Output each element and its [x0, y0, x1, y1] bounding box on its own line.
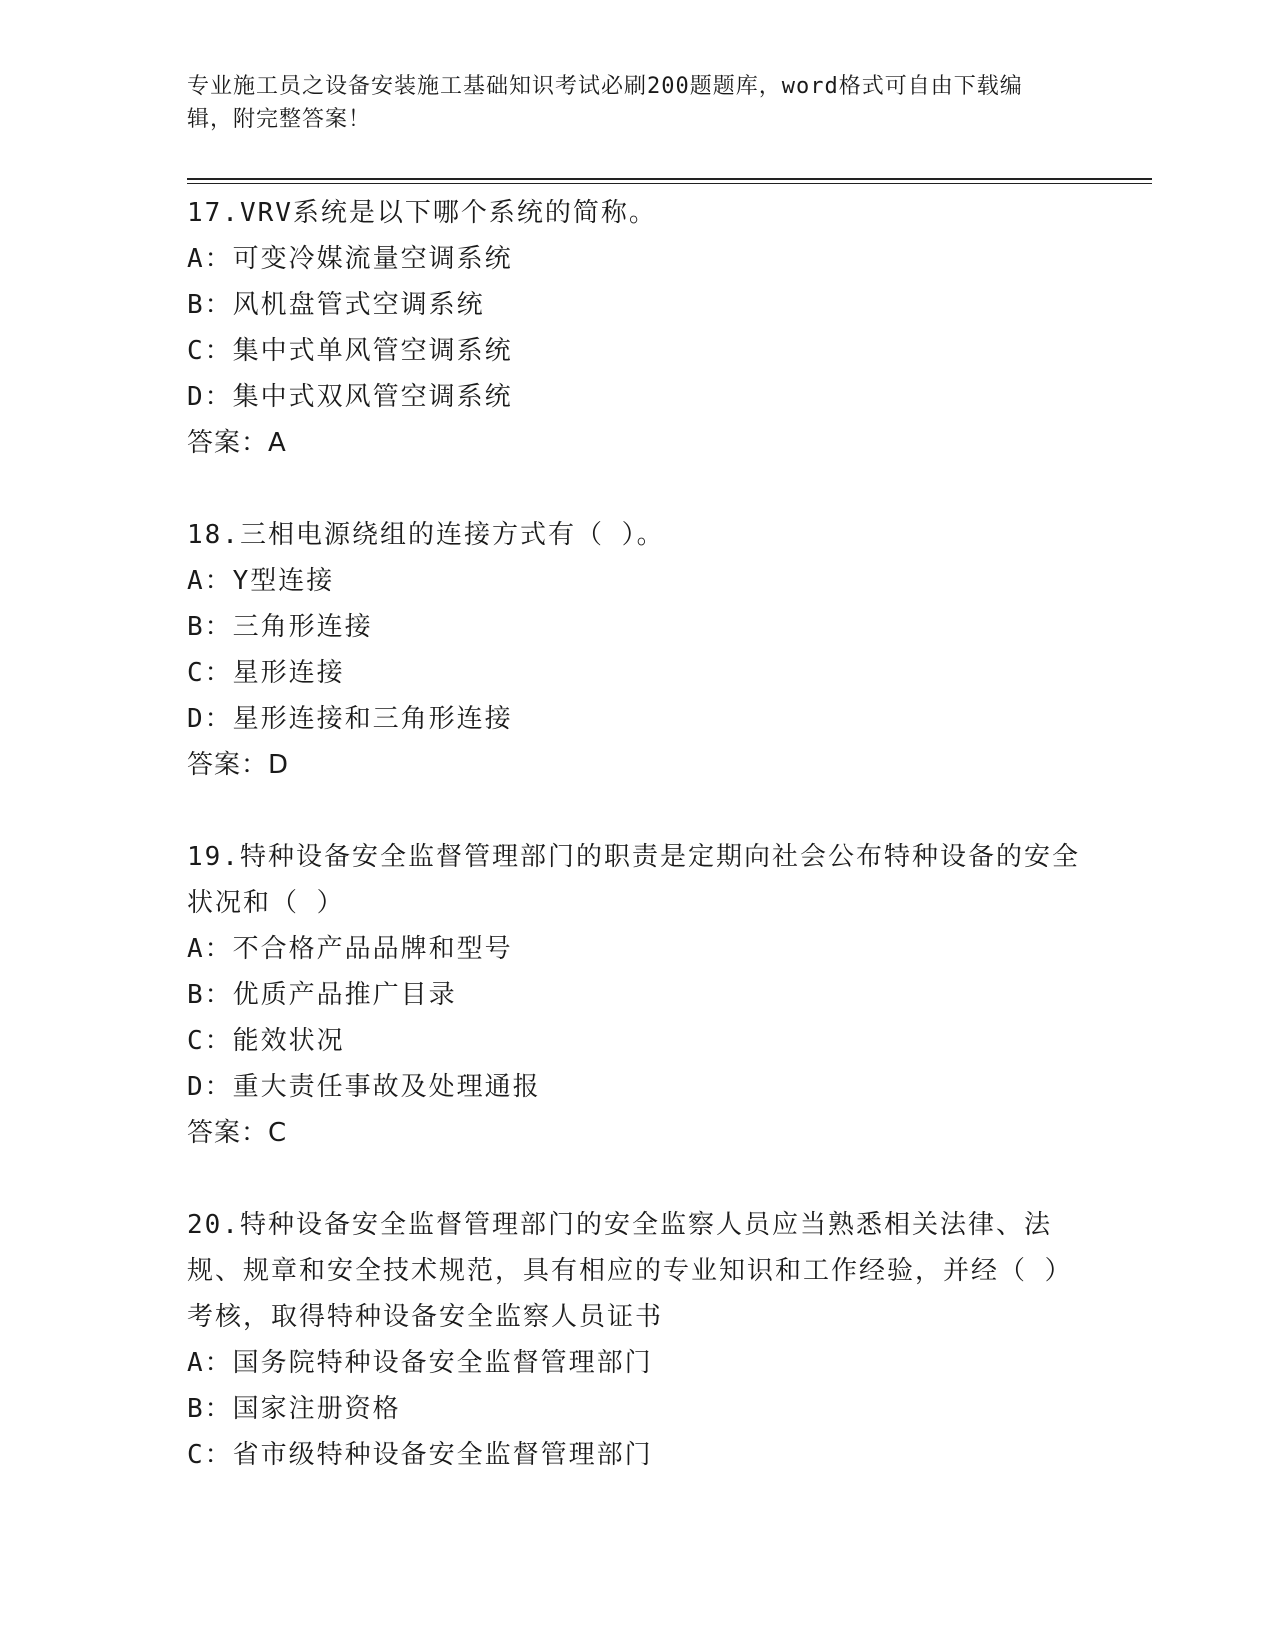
option-b: B：风机盘管式空调系统 — [187, 290, 485, 320]
option-d: D：集中式双风管空调系统 — [187, 382, 513, 412]
option-b: B：优质产品推广目录 — [187, 980, 457, 1010]
question-stem: 20.特种设备安全监督管理部门的安全监察人员应当熟悉相关法律、法规、规章和安全技术规范，具有相应的专业知识和工作经验，并经（ ）考核，取得特种设备安全监察人员证书 — [187, 1210, 1073, 1332]
header-divider-thin — [187, 183, 1152, 184]
option-a: A：Y型连接 — [187, 566, 335, 596]
document-header: 专业施工员之设备安装施工基础知识考试必刷200题题库，word格式可自由下载编辑，附完整答案！ — [187, 74, 1023, 132]
question-item — [187, 1202, 1087, 1478]
option-d: D：重大责任事故及处理通报 — [187, 1072, 541, 1102]
option-b: B：国家注册资格 — [187, 1394, 401, 1424]
answer-text: 答案：A — [187, 428, 287, 458]
option-b: B：三角形连接 — [187, 612, 373, 642]
option-a: A：国务院特种设备安全监督管理部门 — [187, 1348, 653, 1378]
answer-text: 答案：D — [187, 750, 290, 780]
question-stem: 19.特种设备安全监督管理部门的职责是定期向社会公布特种设备的安全状况和（ ） — [187, 842, 1080, 918]
option-d: D：星形连接和三角形连接 — [187, 704, 513, 734]
question-list — [187, 190, 1087, 1524]
answer-text: 答案：C — [187, 1118, 288, 1148]
option-c: C：集中式单风管空调系统 — [187, 336, 513, 366]
question-item — [187, 190, 1087, 466]
question-item — [187, 512, 1087, 788]
option-c: C：能效状况 — [187, 1026, 345, 1056]
option-a: A：可变冷媒流量空调系统 — [187, 244, 513, 274]
question-item — [187, 834, 1087, 1156]
option-c: C：星形连接 — [187, 658, 345, 688]
option-a: A：不合格产品品牌和型号 — [187, 934, 513, 964]
question-stem: 17.VRV系统是以下哪个系统的简称。 — [187, 198, 657, 228]
header-divider — [187, 178, 1152, 180]
option-c: C：省市级特种设备安全监督管理部门 — [187, 1440, 653, 1470]
question-stem: 18.三相电源绕组的连接方式有（ ）。 — [187, 520, 665, 550]
